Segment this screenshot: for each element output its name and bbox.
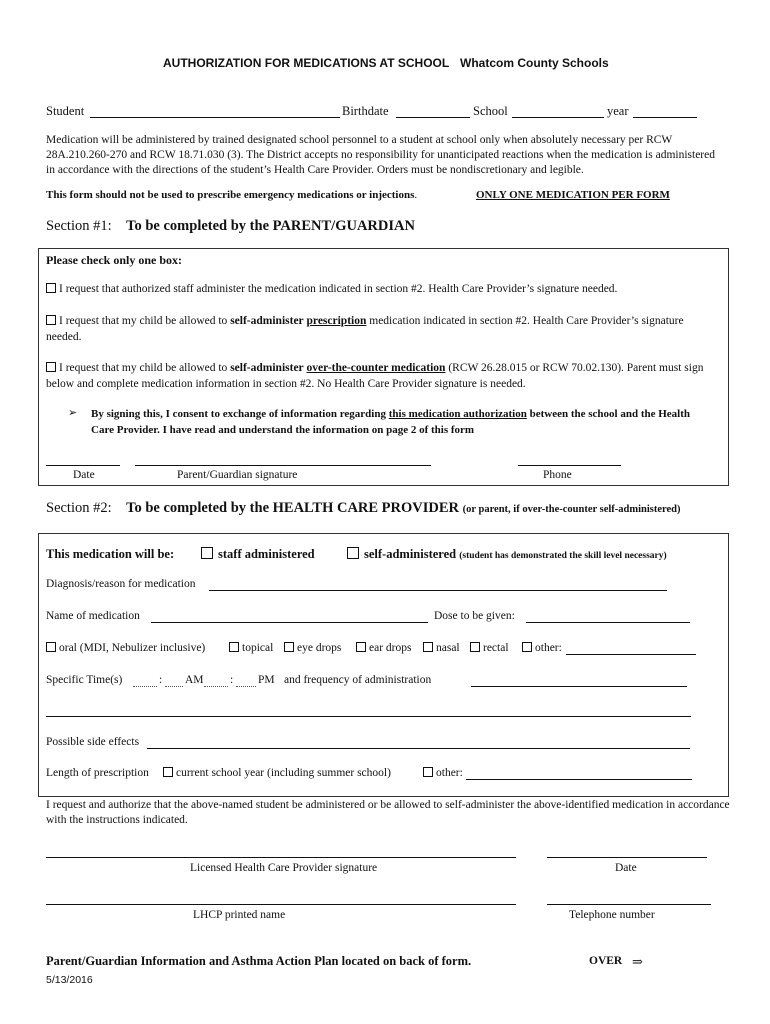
option2-text-c: prescription bbox=[306, 315, 367, 327]
staff-administered-checkbox[interactable] bbox=[201, 547, 213, 559]
student-field[interactable] bbox=[90, 117, 340, 118]
section2-subtitle: (or parent, if over-the-counter self-administered) bbox=[462, 504, 681, 515]
side-effects-label: Possible side effects bbox=[46, 736, 140, 748]
parent-phone-line[interactable] bbox=[518, 465, 621, 466]
school-label: School bbox=[473, 104, 508, 118]
over-label: OVER bbox=[589, 955, 623, 967]
district-name: Whatcom County Schools bbox=[460, 56, 609, 70]
emergency-note-text: This form should not be used to prescribe emergency medications or injections bbox=[46, 189, 415, 201]
consent-paragraph bbox=[91, 406, 713, 438]
school-field[interactable] bbox=[512, 117, 604, 118]
route-nasal-label: nasal bbox=[436, 642, 460, 654]
section1-label: Section #1: bbox=[46, 218, 112, 234]
provider-date-label: Date bbox=[615, 862, 637, 874]
printed-name-label: LHCP printed name bbox=[193, 909, 286, 921]
section2-heading bbox=[46, 500, 681, 517]
emergency-note-period: . bbox=[414, 189, 418, 201]
student-label: Student bbox=[46, 104, 85, 118]
birthdate-label: Birthdate bbox=[342, 104, 389, 118]
length-label: Length of prescription bbox=[46, 767, 149, 779]
section2-box bbox=[38, 533, 729, 797]
option2-text-b: self-administer bbox=[230, 315, 304, 327]
option3-text-a: I request that my child be allowed to bbox=[59, 362, 231, 374]
time1-colon: : bbox=[159, 674, 163, 686]
time-am-label: AM bbox=[185, 674, 204, 686]
consent-text-b: this medication authorization bbox=[388, 408, 527, 420]
route-other-checkbox[interactable] bbox=[522, 642, 532, 652]
section1-option-3 bbox=[46, 361, 716, 392]
self-administered-label: self-administered bbox=[364, 547, 457, 561]
route-topical-label: topical bbox=[242, 642, 274, 654]
diagnosis-label: Diagnosis/reason for medication bbox=[46, 578, 196, 590]
medication-name-label: Name of medication bbox=[46, 610, 140, 622]
length-current-year-checkbox[interactable] bbox=[163, 767, 173, 777]
times-label: Specific Time(s) bbox=[46, 674, 123, 686]
route-eye-drops-label: eye drops bbox=[297, 642, 342, 654]
one-medication-note: ONLY ONE MEDICATION PER FORM bbox=[476, 189, 670, 201]
route-rectal-label: rectal bbox=[483, 642, 509, 654]
year-field[interactable] bbox=[633, 117, 697, 118]
dose-field[interactable] bbox=[526, 622, 690, 623]
year-label: year bbox=[607, 104, 629, 118]
length-other bbox=[423, 767, 463, 779]
section1-title: To be completed by the PARENT/GUARDIAN bbox=[126, 218, 415, 234]
option3-text-d: (RCW 26.28.015 or RCW 70.02.130). Parent must sign below and complete medication information in section #2. No Health Care Provider signature is needed. bbox=[46, 362, 704, 390]
time2-hour-field[interactable] bbox=[204, 686, 228, 687]
printed-name-line[interactable] bbox=[46, 904, 516, 905]
length-other-checkbox[interactable] bbox=[423, 767, 433, 777]
section1-option-1 bbox=[46, 283, 617, 295]
length-other-field[interactable] bbox=[466, 779, 692, 780]
check-one-label: Please check only one box: bbox=[46, 253, 182, 267]
additional-instructions-line[interactable] bbox=[46, 716, 691, 717]
option3-checkbox[interactable] bbox=[46, 362, 56, 372]
option2-text-d: medication indicated in section #2. Health Care Provider’s signature needed. bbox=[46, 315, 684, 343]
will-be-label: This medication will be: bbox=[46, 547, 175, 561]
route-other-field[interactable] bbox=[566, 654, 696, 655]
length-current-year-label: current school year (including summer school) bbox=[176, 767, 391, 779]
route-topical-checkbox[interactable] bbox=[229, 642, 239, 652]
staff-option bbox=[201, 547, 315, 562]
parent-date-line[interactable] bbox=[46, 465, 120, 466]
footer-note: Parent/Guardian Information and Asthma Action Plan located on back of form. bbox=[46, 954, 472, 968]
route-eye-drops bbox=[284, 642, 341, 654]
over-arrow-icon: ⇒ bbox=[632, 954, 643, 969]
route-rectal bbox=[470, 642, 509, 654]
medication-name-field[interactable] bbox=[151, 622, 428, 623]
parent-signature-line[interactable] bbox=[135, 465, 431, 466]
route-nasal bbox=[423, 642, 460, 654]
route-other-label: other: bbox=[535, 642, 562, 654]
side-effects-field[interactable] bbox=[147, 748, 690, 749]
route-nasal-checkbox[interactable] bbox=[423, 642, 433, 652]
frequency-label: and frequency of administration bbox=[284, 674, 432, 686]
provider-signature-label: Licensed Health Care Provider signature bbox=[190, 862, 378, 874]
time-pm-label: PM bbox=[258, 674, 275, 686]
self-option bbox=[347, 547, 667, 562]
self-administered-note: (student has demonstrated the skill level necessary) bbox=[459, 551, 667, 561]
route-oral-checkbox[interactable] bbox=[46, 642, 56, 652]
self-administered-checkbox[interactable] bbox=[347, 547, 359, 559]
parent-phone-label: Phone bbox=[543, 469, 572, 481]
provider-date-line[interactable] bbox=[547, 857, 707, 858]
birthdate-field[interactable] bbox=[396, 117, 470, 118]
option2-checkbox[interactable] bbox=[46, 315, 56, 325]
length-current-year bbox=[163, 767, 391, 779]
provider-signature-line[interactable] bbox=[46, 857, 516, 858]
arrow-bullet-icon: ➢ bbox=[68, 407, 78, 419]
time2-minute-field[interactable] bbox=[236, 686, 256, 687]
length-other-label: other: bbox=[436, 767, 463, 779]
consent-text-a: By signing this, I consent to exchange of information regarding bbox=[91, 408, 389, 420]
section2-label: Section #2: bbox=[46, 500, 112, 516]
option1-text: I request that authorized staff administer the medication indicated in section #2. Health Care Provider’s signature needed. bbox=[59, 283, 618, 295]
telephone-line[interactable] bbox=[547, 904, 711, 905]
time2-colon: : bbox=[230, 674, 234, 686]
route-ear-drops-checkbox[interactable] bbox=[356, 642, 366, 652]
staff-administered-label: staff administered bbox=[218, 547, 315, 561]
option3-text-c: over-the-counter medication bbox=[306, 362, 446, 374]
authorization-text: I request and authorize that the above-named student be administered or be allowed to self-administer the above-identified medication in accordance with the instructions indicated. bbox=[46, 799, 730, 826]
parent-date-label: Date bbox=[73, 469, 95, 481]
diagnosis-field[interactable] bbox=[209, 590, 667, 591]
dose-label: Dose to be given: bbox=[434, 610, 515, 622]
intro-paragraph: Medication will be administered by trained designated school personnel to a student at school only when absolutely necessary per RCW 28A.210.260-270 and RCW 18.71.030 (3). The District accepts no responsibility for unanticipated reactions when the medication is administered in accordance with the directions of the student’s Health Care Provider. Orders must be nondiscretionary and legible. bbox=[46, 134, 715, 177]
route-ear-drops-label: ear drops bbox=[369, 642, 412, 654]
option1-checkbox[interactable] bbox=[46, 283, 56, 293]
route-other bbox=[522, 642, 562, 654]
route-oral-label: oral (MDI, Nebulizer inclusive) bbox=[59, 642, 206, 654]
parent-signature-label: Parent/Guardian signature bbox=[177, 469, 298, 481]
form-title: AUTHORIZATION FOR MEDICATIONS AT SCHOOL bbox=[163, 56, 450, 70]
route-topical bbox=[229, 642, 273, 654]
revision-date: 5/13/2016 bbox=[46, 974, 93, 986]
section2-title: To be completed by the HEALTH CARE PROVIDER bbox=[126, 500, 460, 516]
section1-heading bbox=[46, 218, 415, 235]
route-oral bbox=[46, 642, 205, 654]
time1-hour-field[interactable] bbox=[133, 686, 157, 687]
option2-text-a: I request that my child be allowed to bbox=[59, 315, 231, 327]
route-rectal-checkbox[interactable] bbox=[470, 642, 480, 652]
route-ear-drops bbox=[356, 642, 411, 654]
emergency-note bbox=[46, 189, 417, 201]
frequency-field[interactable] bbox=[471, 686, 687, 687]
will-be-row bbox=[46, 547, 174, 562]
consent-text-c: between the school and the Health Care Provider. I have read and understand the information on page 2 of this form bbox=[91, 408, 691, 436]
telephone-label: Telephone number bbox=[569, 909, 655, 921]
section1-option-2 bbox=[46, 314, 716, 345]
route-eye-drops-checkbox[interactable] bbox=[284, 642, 294, 652]
option3-text-b: self-administer bbox=[230, 362, 304, 374]
time1-minute-field[interactable] bbox=[165, 686, 183, 687]
